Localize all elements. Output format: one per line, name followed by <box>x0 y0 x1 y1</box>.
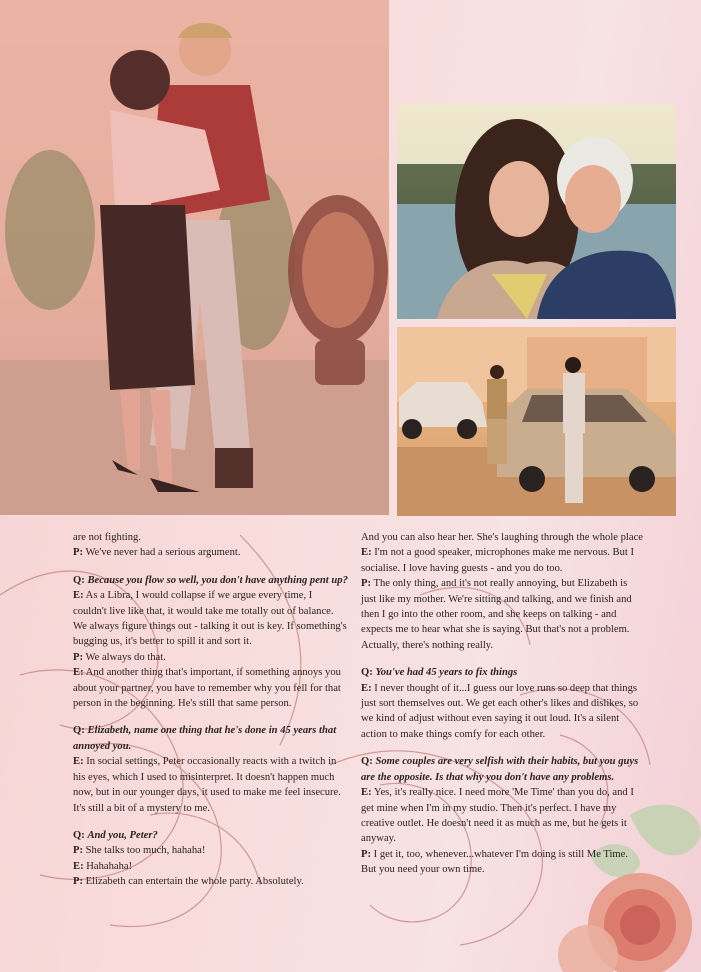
speech-text: In social settings, Peter occasionally reacts with a twitch in his eyes, which I used to misinterpret. It doesn't happen much now, but in our younger days, it used to make me feel insecure. It's still a bit of a mystery to me. <box>73 756 341 814</box>
speaker-label: E: <box>73 860 84 872</box>
speaker-label: P: <box>73 651 83 663</box>
woman-standing <box>563 357 585 503</box>
speech-text: Because you flow so well, you don't have anything pent up? <box>87 574 348 586</box>
speech-text: We've never had a serious argument. <box>85 547 241 559</box>
speech-text: Elizabeth, name one thing that he's done in 45 years that annoyed you. <box>73 725 337 752</box>
interview-paragraph <box>73 723 348 815</box>
interview-paragraph <box>73 530 348 561</box>
speaker-label: Q: <box>73 829 85 841</box>
interview-answer <box>73 874 348 889</box>
interview-paragraph <box>361 665 643 742</box>
two-women-by-lake-photo <box>397 104 676 319</box>
speech-text: As a Libra, I would collapse if we argue every time, I couldn't live like that, it would take me totally out of balance. We always figure things out - talking it out is key. If something's bugging us, it's better to spill it and sort it. <box>73 590 347 648</box>
interview-question <box>361 665 643 680</box>
speaker-label: P: <box>361 848 371 860</box>
speech-text: We always do that. <box>85 651 166 663</box>
interview-answer <box>73 754 348 816</box>
interview-question <box>73 828 348 843</box>
interview-answer <box>73 588 348 650</box>
interview-question <box>73 573 348 588</box>
interview-answer <box>73 665 348 711</box>
interview-answer <box>361 847 643 878</box>
speech-text: are not fighting. <box>73 532 141 543</box>
speech-text: Yes, it's really nice. I need more 'Me Time' than you do, and I get mine when I'm in my studio. Then it's perfect. I have my creative outlet. He doesn't need it as much as me, but he gets it anyway. <box>361 787 634 845</box>
speaker-label: E: <box>361 547 372 559</box>
speech-text: Elizabeth can entertain the whole party. Absolutely. <box>85 876 304 888</box>
street-with-cars-photo <box>397 327 676 516</box>
speaker-label: P: <box>73 547 83 559</box>
speech-text: The only thing, and it's not really annoying, but Elizabeth is just like my mother. We're sitting and talking, and we finish and then I go into the other room, and she keeps on talking - and expects me to hear what she is saying. But that's not a problem. Actually, there's nothing really. <box>361 578 632 651</box>
speech-text: And another thing that's important, if something annoys you about your partner, you have to remember why you fell for that person in the beginning. He's still that same person. <box>73 667 341 710</box>
interview-answer <box>73 530 348 545</box>
interview-question <box>361 754 643 785</box>
speaker-label: Q: <box>73 725 85 737</box>
speaker-label: E: <box>73 667 84 679</box>
interview-answer <box>361 545 643 576</box>
speech-text: I never thought of it...I guess our love runs so deep that things just sort themselves out. We get each other's likes and dislikes, so we kind of adjust without even saying it out loud. It's a silent action to make things comfy for each other. <box>361 682 639 740</box>
speaker-label: Q: <box>73 574 85 586</box>
interview-paragraph <box>361 754 643 877</box>
article-left-column <box>73 530 348 902</box>
interview-answer <box>73 545 348 560</box>
interview-paragraph <box>361 530 643 653</box>
speech-text: Some couples are very selfish with their habits, but you guys are the opposite. Is that why you don't have any problems. <box>361 756 639 783</box>
speaker-label: E: <box>73 756 84 768</box>
interview-paragraph <box>73 828 348 890</box>
interview-answer <box>73 859 348 874</box>
interview-question <box>73 723 348 754</box>
speaker-label: P: <box>73 845 83 857</box>
speech-text: Hahahaha! <box>86 860 133 872</box>
speech-text: She talks too much, hahaha! <box>85 845 206 857</box>
interview-answer <box>73 650 348 665</box>
speaker-label: P: <box>361 578 371 590</box>
interview-answer <box>361 530 643 545</box>
interview-answer <box>361 785 643 847</box>
interview-answer <box>73 843 348 858</box>
speech-text: And you can also hear her. She's laughing through the whole place <box>361 532 643 543</box>
speaker-label: Q: <box>361 667 373 679</box>
speech-text: You've had 45 years to fix things <box>375 667 518 679</box>
speech-text: I'm not a good speaker, microphones make me nervous. But I socialise. I love having guests - and you do too. <box>361 547 635 574</box>
interview-answer <box>361 576 643 653</box>
speech-text: I get it, too, whenever...whatever I'm doing is still Me Time. But you need your own time. <box>361 848 629 876</box>
couple-dancing-photo <box>0 0 389 515</box>
speaker-label: E: <box>73 590 84 602</box>
speaker-label: E: <box>361 682 372 694</box>
beige-car <box>497 389 676 492</box>
speaker-label: E: <box>361 787 372 799</box>
speaker-label: Q: <box>361 756 373 768</box>
interview-paragraph <box>73 573 348 712</box>
speech-text: And you, Peter? <box>87 829 158 841</box>
interview-answer <box>361 681 643 743</box>
man-standing <box>487 365 507 464</box>
speaker-label: P: <box>73 876 83 888</box>
article-right-column <box>361 530 643 890</box>
